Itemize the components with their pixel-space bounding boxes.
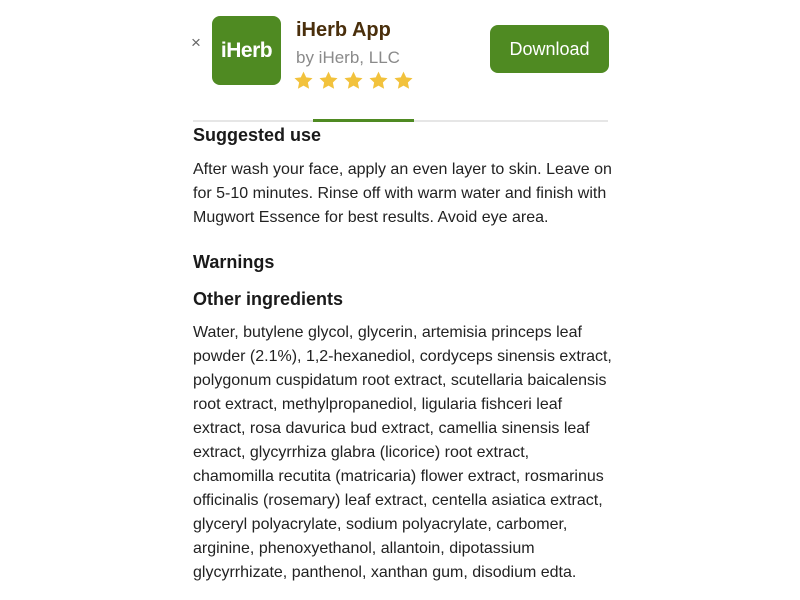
app-title: iHerb App	[296, 19, 391, 41]
app-publisher: by iHerb, LLC	[296, 48, 400, 67]
suggested-use-heading: Suggested use	[193, 125, 322, 145]
star-icon	[343, 70, 364, 91]
star-icon	[368, 70, 389, 91]
active-tab-indicator	[313, 119, 414, 122]
close-banner-button[interactable]: ×	[191, 33, 201, 52]
suggested-use-text: After wash your face, apply an even layer to skin. Leave on for 5-10 minutes. Rinse off with warm water and finish with Mugwort Essence for best results. Avoid eye area.	[193, 161, 612, 226]
star-icon	[393, 70, 414, 91]
app-install-banner	[0, 0, 800, 122]
rating-stars	[293, 70, 414, 94]
star-icon	[293, 70, 314, 91]
star-icon	[318, 70, 339, 91]
warnings-heading: Warnings	[193, 252, 275, 272]
other-ingredients-text: Water, butylene glycol, glycerin, artemisia princeps leaf powder (2.1%), 1,2-hexanediol, cordyceps sinensis extract, polygonum cuspidatum root extract, scutellaria baicalensis root extract, methylpropanediol, ligularia fishceri leaf extract, rosa davurica bud extract, camellia sinensis leaf extract, glycyrrhiza glabra (licorice) root extract, chamomilla recutita (matricaria) flower extract, rosmarinus officinalis (rosemary) leaf extract, centella asiatica extract, glyceryl polyacrylate, sodium polyacrylate, carbomer, arginine, phenoxyethanol, allantoin, dipotassium glycyrrhizate, panthenol, xanthan gum, disodium edta.	[193, 324, 612, 581]
iherb-logo-icon[interactable]: iHerb	[212, 16, 281, 85]
other-ingredients-heading: Other ingredients	[193, 289, 344, 309]
download-button[interactable]: Download	[490, 25, 609, 73]
